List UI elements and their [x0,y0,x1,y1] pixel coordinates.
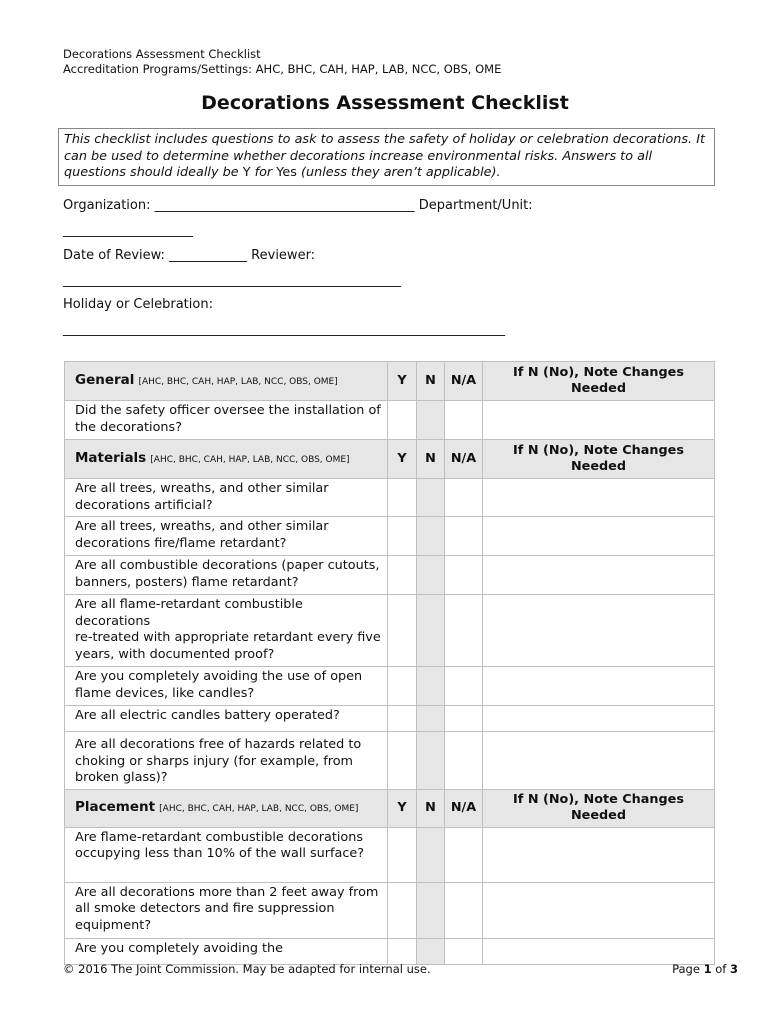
answer-y-cell[interactable] [388,882,417,938]
section-programs: [AHC, BHC, CAH, HAP, LAB, NCC, OBS, OME] [150,454,350,465]
question-row [65,595,715,667]
note-cell[interactable] [483,479,715,517]
answer-n-cell[interactable] [417,882,445,938]
checklist-table [64,361,715,965]
answer-y-cell[interactable] [388,556,417,595]
section-programs: [AHC, BHC, CAH, HAP, LAB, NCC, OBS, OME] [159,804,359,814]
section-header-materials [65,440,715,479]
holiday-field: Holiday or Celebration: [63,297,213,312]
note-cell[interactable] [483,595,715,667]
answer-na-cell[interactable] [445,882,483,938]
intro-text: This checklist includes questions to ask to assess the safety of holiday or celebration decorations. It can be used to determine whether decorations increase environmental risks. Answers to all questions should ideally be [64,132,705,180]
question-row [65,827,715,882]
section-name: Materials [75,449,147,466]
answer-y-cell[interactable] [388,401,417,440]
question-text: Are all combustible decorations (paper cutouts, banners, posters) flame retardant? [65,556,388,595]
col-y: Y [388,362,417,401]
note-cell[interactable] [483,827,715,882]
header-title: Decorations Assessment Checklist [63,47,261,61]
page-label: Page [672,962,700,976]
reviewer-continued-line: ____________________________________________________ [63,273,401,288]
answer-n-cell[interactable] [417,595,445,667]
intro-text-end: (unless they aren’t applicable). [296,165,501,180]
answer-n-cell[interactable] [417,938,445,964]
answer-n-cell[interactable] [417,556,445,595]
col-y: Y [388,789,417,827]
answer-n-cell[interactable] [417,401,445,440]
note-cell[interactable] [483,401,715,440]
col-y: Y [388,440,417,479]
col-note: If N (No), Note Changes Needed [483,789,715,827]
question-row [65,882,715,938]
col-n: N [417,789,445,827]
footer-copyright: © 2016 The Joint Commission. May be adapted for internal use. [63,962,431,976]
answer-y-cell[interactable] [388,827,417,882]
answer-na-cell[interactable] [445,556,483,595]
note-cell[interactable] [483,706,715,732]
answer-n-cell[interactable] [417,706,445,732]
intro-y: Y [242,165,251,180]
section-title-cell [65,362,388,401]
answer-y-cell[interactable] [388,595,417,667]
question-text: Are all electric candles battery operated? [65,706,388,732]
answer-n-cell[interactable] [417,667,445,706]
note-cell[interactable] [483,556,715,595]
question-text: Did the safety officer oversee the installation of the decorations? [65,401,388,440]
answer-y-cell[interactable] [388,938,417,964]
note-cell[interactable] [483,938,715,964]
answer-na-cell[interactable] [445,595,483,667]
question-row [65,401,715,440]
section-name: General [75,371,135,388]
answer-y-cell[interactable] [388,706,417,732]
answer-na-cell[interactable] [445,732,483,790]
answer-na-cell[interactable] [445,479,483,517]
col-na: N/A [445,362,483,401]
col-note: If N (No), Note Changes Needed [483,362,715,401]
note-cell[interactable] [483,882,715,938]
answer-na-cell[interactable] [445,517,483,556]
answer-y-cell[interactable] [388,479,417,517]
page-total: 3 [729,962,738,976]
holiday-continued-line: ____________________________________________________________________ [63,322,505,337]
answer-na-cell[interactable] [445,401,483,440]
question-text: Are all flame-retardant combustible decorations [75,597,303,629]
note-cell[interactable] [483,517,715,556]
section-title-cell [65,789,388,827]
answer-na-cell[interactable] [445,938,483,964]
answer-na-cell[interactable] [445,706,483,732]
question-text: Are all decorations more than 2 feet away from all smoke detectors and fire suppression equipment? [65,882,388,938]
answer-na-cell[interactable] [445,667,483,706]
answer-n-cell[interactable] [417,517,445,556]
answer-y-cell[interactable] [388,517,417,556]
col-na: N/A [445,789,483,827]
answer-y-cell[interactable] [388,732,417,790]
question-text-cell [65,595,388,667]
section-header-placement [65,789,715,827]
organization-field: Organization: ________________________________________ Department/Unit: [63,198,533,213]
page-title: Decorations Assessment Checklist [201,92,569,114]
question-row [65,517,715,556]
question-text: Are you completely avoiding the [65,938,388,964]
section-title-cell [65,440,388,479]
header-programs: Accreditation Programs/Settings: AHC, BHC, CAH, HAP, LAB, NCC, OBS, OME [63,62,502,76]
answer-n-cell[interactable] [417,827,445,882]
intro-for: for [250,165,277,180]
section-header-general [65,362,715,401]
question-text: Are all trees, wreaths, and other similar decorations fire/flame retardant? [65,517,388,556]
question-row [65,479,715,517]
note-cell[interactable] [483,732,715,790]
question-row [65,938,715,964]
col-na: N/A [445,440,483,479]
section-programs: [AHC, BHC, CAH, HAP, LAB, NCC, OBS, OME] [138,376,338,387]
intro-yes: Yes [276,165,297,180]
note-cell[interactable] [483,667,715,706]
question-text: Are flame-retardant combustible decorations occupying less than 10% of the wall surface? [65,827,388,882]
page-current: 1 [703,962,712,976]
answer-n-cell[interactable] [417,732,445,790]
running-header [63,47,501,77]
col-note: If N (No), Note Changes Needed [483,440,715,479]
section-name: Placement [75,799,156,815]
footer-page-number [672,962,738,976]
question-row [65,667,715,706]
date-review-field: Date of Review: ____________ Reviewer: [63,248,316,263]
col-n: N [417,440,445,479]
question-row [65,556,715,595]
intro-box [58,128,715,186]
question-row [65,732,715,790]
question-text: Are all decorations free of hazards related to choking or sharps injury (for example, from broken glass)? [65,732,388,790]
answer-na-cell[interactable] [445,827,483,882]
question-text-continued: re-treated with appropriate retardant every five years, with documented proof? [75,630,381,662]
organization-continued-line: ____________________ [63,223,193,238]
page-of: of [715,962,727,976]
question-text: Are you completely avoiding the use of open flame devices, like candles? [65,667,388,706]
question-text: Are all trees, wreaths, and other similar decorations artificial? [65,479,388,517]
answer-y-cell[interactable] [388,667,417,706]
answer-n-cell[interactable] [417,479,445,517]
col-n: N [417,362,445,401]
question-row [65,706,715,732]
